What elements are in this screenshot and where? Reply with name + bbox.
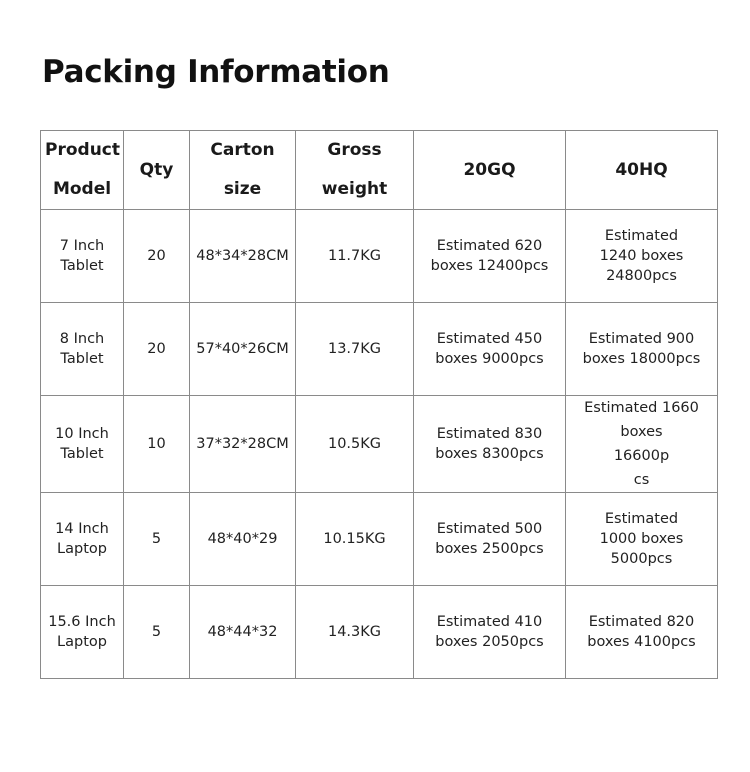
cell-gross-weight: 14.3KG — [296, 586, 414, 679]
cell-gross-weight: 11.7KG — [296, 210, 414, 303]
cell-gross-weight: 10.5KG — [296, 396, 414, 493]
header-20gq: 20GQ — [414, 131, 566, 210]
table-row — [41, 396, 718, 493]
header-40hq: 40HQ — [566, 131, 718, 210]
header-gross-weight: Gross weight — [296, 131, 414, 210]
cell-carton-size: 48*44*32 — [190, 586, 296, 679]
cell-product-model: 15.6 Inch Laptop — [41, 586, 124, 679]
cell-gross-weight: 10.15KG — [296, 493, 414, 586]
cell-20gq: Estimated 620 boxes 12400pcs — [414, 210, 566, 303]
cell-20gq: Estimated 450 boxes 9000pcs — [414, 303, 566, 396]
cell-product-model: 10 Inch Tablet — [41, 396, 124, 493]
header-carton-size: Carton size — [190, 131, 296, 210]
cell-qty: 20 — [124, 210, 190, 303]
page-title: Packing Information — [42, 54, 390, 90]
cell-qty: 5 — [124, 493, 190, 586]
table-row — [41, 303, 718, 396]
cell-carton-size: 37*32*28CM — [190, 396, 296, 493]
packing-table — [40, 130, 718, 679]
header-product-model: Product Model — [41, 131, 124, 210]
table-row — [41, 210, 718, 303]
cell-40hq: Estimated 1660 boxes 16600p cs — [566, 396, 718, 493]
cell-20gq: Estimated 410 boxes 2050pcs — [414, 586, 566, 679]
cell-40hq: Estimated 900 boxes 18000pcs — [566, 303, 718, 396]
cell-carton-size: 48*34*28CM — [190, 210, 296, 303]
cell-qty: 5 — [124, 586, 190, 679]
cell-qty: 20 — [124, 303, 190, 396]
cell-qty: 10 — [124, 396, 190, 493]
cell-40hq: Estimated 820 boxes 4100pcs — [566, 586, 718, 679]
table-header-row — [41, 131, 718, 210]
cell-carton-size: 48*40*29 — [190, 493, 296, 586]
cell-gross-weight: 13.7KG — [296, 303, 414, 396]
cell-carton-size: 57*40*26CM — [190, 303, 296, 396]
table-row — [41, 586, 718, 679]
cell-product-model: 8 Inch Tablet — [41, 303, 124, 396]
cell-20gq: Estimated 830 boxes 8300pcs — [414, 396, 566, 493]
cell-product-model: 7 Inch Tablet — [41, 210, 124, 303]
table-row — [41, 493, 718, 586]
header-qty: Qty — [124, 131, 190, 210]
cell-40hq: Estimated 1000 boxes 5000pcs — [566, 493, 718, 586]
cell-40hq: Estimated 1240 boxes 24800pcs — [566, 210, 718, 303]
cell-20gq: Estimated 500 boxes 2500pcs — [414, 493, 566, 586]
cell-product-model: 14 Inch Laptop — [41, 493, 124, 586]
